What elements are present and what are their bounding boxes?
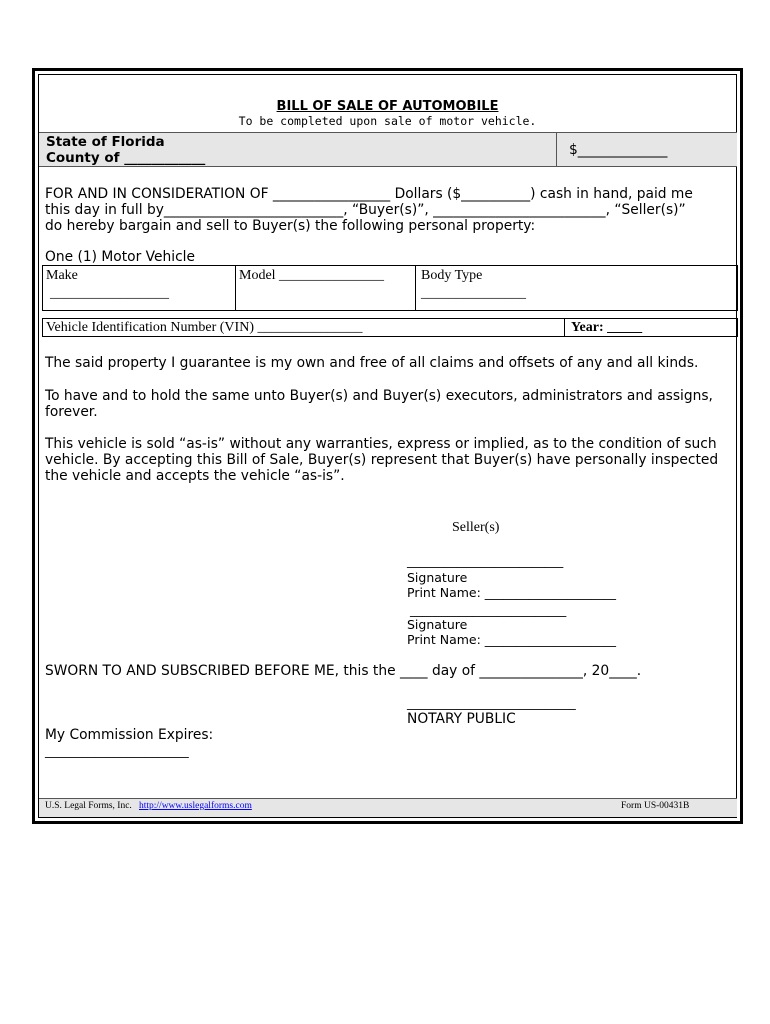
make-label: Make — [46, 268, 78, 283]
form-frame — [32, 68, 743, 824]
guarantee-clause: The said property I guarantee is my own and free of all claims and offsets of any and all kinds. — [45, 355, 699, 371]
hold-clause-line-2: forever. — [45, 404, 98, 420]
consideration-line-2: this day in full by__________________________, “Buyer(s)”, _________________________, “Seller(s)” — [45, 202, 686, 218]
form-subtitle: To be completed upon sale of motor vehicle. — [238, 114, 537, 128]
amount-field[interactable]: $_____________ — [569, 142, 668, 158]
seller-print-name-2[interactable]: Print Name: _____________________ — [407, 632, 617, 647]
body-type-cell[interactable] — [416, 266, 738, 310]
commission-expires-line[interactable]: _______________________ — [45, 743, 189, 758]
vin-table — [42, 318, 738, 337]
footer-band — [39, 798, 737, 817]
notary-signature-line[interactable]: ___________________________ — [407, 695, 576, 710]
year-label[interactable]: Year: _____ — [571, 320, 643, 335]
sworn-statement: SWORN TO AND SUBSCRIBED BEFORE ME, this the ____ day of _______________, 20____. — [45, 663, 642, 679]
vin-label[interactable]: Vehicle Identification Number (VIN) _______________ — [46, 320, 363, 335]
footer-company: U.S. Legal Forms, Inc. — [45, 801, 132, 811]
form-title: BILL OF SALE OF AUTOMOBILE — [276, 99, 499, 114]
body-type-blank[interactable]: _______________ — [421, 286, 526, 301]
seller-signature-label-1: Signature — [407, 570, 468, 585]
form-inner-border — [38, 74, 737, 818]
seller-signature-label-2: Signature — [407, 617, 468, 632]
model-label[interactable]: Model _______________ — [239, 268, 385, 283]
as-is-clause-line-3: the vehicle and accepts the vehicle “as-is”. — [45, 468, 345, 484]
as-is-clause-line-2: vehicle. By accepting this Bill of Sale, Buyer(s) represent that Buyer(s) have personally inspected — [45, 452, 719, 468]
vehicle-details-table — [42, 265, 738, 311]
year-cell[interactable] — [565, 319, 738, 336]
model-cell[interactable] — [236, 266, 416, 310]
commission-expires-label: My Commission Expires: — [45, 727, 214, 743]
vehicle-heading: One (1) Motor Vehicle — [45, 249, 196, 265]
body-type-label: Body Type — [421, 268, 483, 283]
state-band-divider — [556, 133, 557, 166]
seller-print-name-1[interactable]: Print Name: _____________________ — [407, 585, 617, 600]
as-is-clause-line-1: This vehicle is sold “as-is” without any warranties, express or implied, as to the condition of such — [45, 436, 717, 452]
notary-public-label: NOTARY PUBLIC — [407, 711, 516, 727]
make-blank[interactable]: _________________ — [50, 286, 169, 301]
state-label: State of Florida — [46, 134, 165, 150]
county-field[interactable]: County of ____________ — [46, 150, 206, 166]
make-cell[interactable] — [43, 266, 236, 310]
vin-cell[interactable] — [43, 319, 565, 336]
hold-clause-line-1: To have and to hold the same unto Buyer(s) and Buyer(s) executors, administrators and assigns, — [45, 388, 713, 404]
form-number: Form US-00431B — [621, 801, 690, 811]
footer-website-link[interactable]: http://www.uslegalforms.com — [139, 801, 252, 811]
sellers-heading: Seller(s) — [452, 520, 500, 535]
seller-signature-line-1[interactable]: _________________________ — [407, 553, 564, 568]
consideration-line-1: FOR AND IN CONSIDERATION OF _________________ Dollars ($__________) cash in hand, paid me — [45, 186, 693, 202]
state-county-band — [39, 132, 737, 167]
consideration-line-3: do hereby bargain and sell to Buyer(s) the following personal property: — [45, 218, 536, 234]
seller-signature-line-2[interactable]: _________________________ — [410, 602, 567, 617]
